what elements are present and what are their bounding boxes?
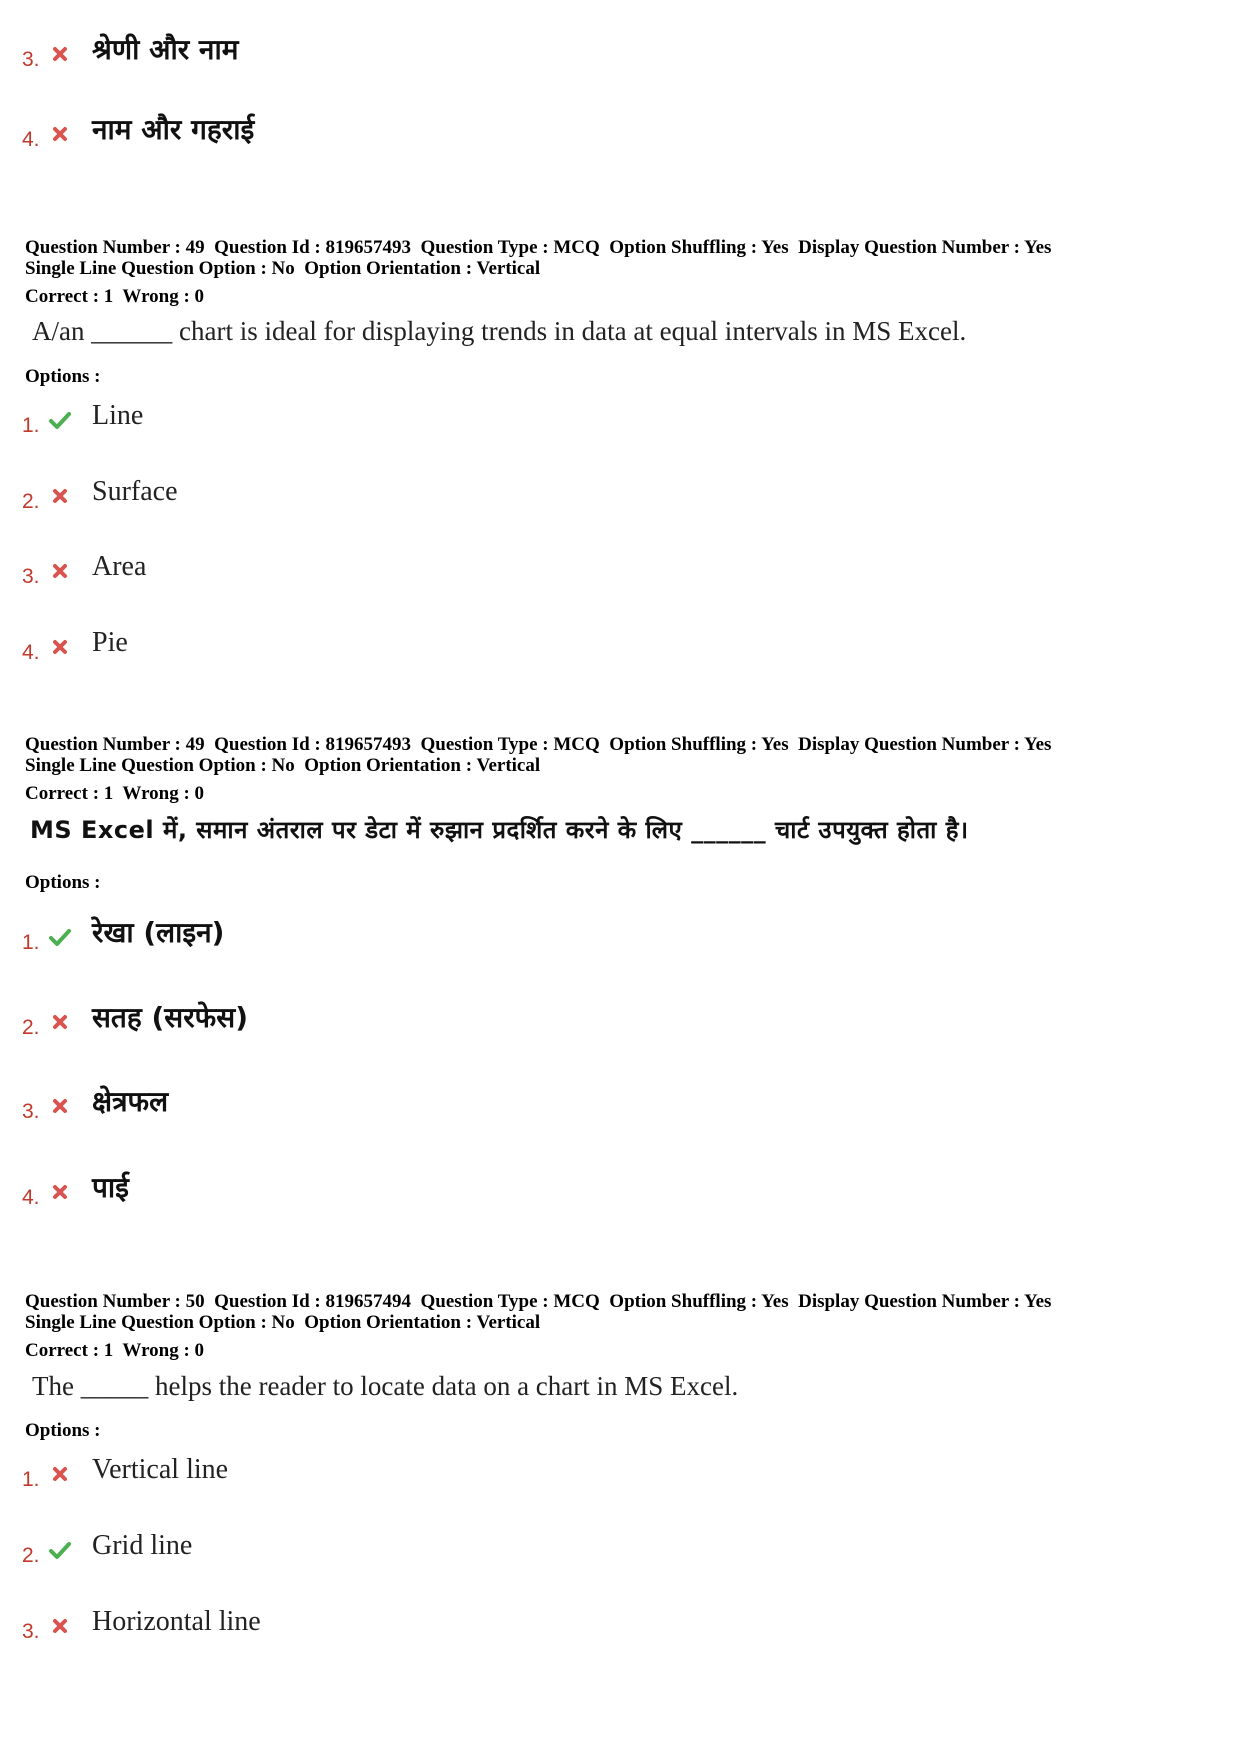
cross-icon (48, 122, 72, 146)
option-text: नाम और गहराई (92, 113, 255, 146)
cross-icon (48, 484, 72, 508)
cross-icon (48, 559, 72, 583)
option-text: पाई (92, 1171, 129, 1204)
question-meta: Question Number : 49 Question Id : 819657493 Question Type : MCQ Option Shuffling : Yes Display Question Number : Yes Single Line Question Option : No Option Orientation : Vertical (25, 734, 1052, 776)
option-number: 4. (22, 128, 40, 151)
option-number: 4. (22, 1186, 40, 1209)
question-text: The _____ helps the reader to locate data on a chart in MS Excel. (32, 1371, 739, 1401)
option-number: 1. (22, 931, 40, 954)
question-score: Correct : 1 Wrong : 0 (25, 783, 205, 804)
option-text: Area (92, 551, 147, 582)
check-icon (48, 925, 72, 949)
option-text: Horizontal line (92, 1606, 261, 1637)
cross-icon (48, 635, 72, 659)
option-number: 3. (22, 1620, 40, 1643)
question-score: Correct : 1 Wrong : 0 (25, 1340, 205, 1361)
option-text: Line (92, 400, 144, 431)
cross-icon (48, 1614, 72, 1638)
option-text: Grid line (92, 1530, 193, 1561)
question-text: MS Excel में, समान अंतराल पर डेटा में रुझान प्रदर्शित करने के लिए ______ चार्ट उपयुक्त होता है। (30, 816, 969, 844)
option-number: 3. (22, 1100, 40, 1123)
option-text: सतह (सरफेस) (92, 1001, 248, 1034)
question-text: A/an ______ chart is ideal for displaying trends in data at equal intervals in MS Excel. (32, 316, 967, 346)
option-number: 2. (22, 1544, 40, 1567)
option-number: 4. (22, 641, 40, 664)
question-score: Correct : 1 Wrong : 0 (25, 286, 205, 307)
cross-icon (48, 1462, 72, 1486)
question-meta: Question Number : 49 Question Id : 819657493 Question Type : MCQ Option Shuffling : Yes Display Question Number : Yes Single Line Question Option : No Option Orientation : Vertical (25, 237, 1052, 279)
option-text: क्षेत्रफल (92, 1085, 169, 1118)
option-text: श्रेणी और नाम (92, 33, 239, 66)
cross-icon (48, 42, 72, 66)
option-number: 2. (22, 1016, 40, 1039)
option-number: 3. (22, 48, 40, 71)
cross-icon (48, 1010, 72, 1034)
option-number: 2. (22, 490, 40, 513)
cross-icon (48, 1180, 72, 1204)
question-meta: Question Number : 50 Question Id : 819657494 Question Type : MCQ Option Shuffling : Yes Display Question Number : Yes Single Line Question Option : No Option Orientation : Vertical (25, 1291, 1052, 1333)
options-label: Options : (25, 872, 101, 893)
options-label: Options : (25, 366, 101, 387)
option-text: Vertical line (92, 1454, 229, 1485)
options-label: Options : (25, 1420, 101, 1441)
option-number: 1. (22, 414, 40, 437)
option-text: रेखा (लाइन) (92, 916, 225, 949)
check-icon (48, 1538, 72, 1562)
option-text: Pie (92, 627, 128, 658)
option-number: 3. (22, 565, 40, 588)
check-icon (48, 408, 72, 432)
option-number: 1. (22, 1468, 40, 1491)
cross-icon (48, 1094, 72, 1118)
option-text: Surface (92, 476, 178, 507)
